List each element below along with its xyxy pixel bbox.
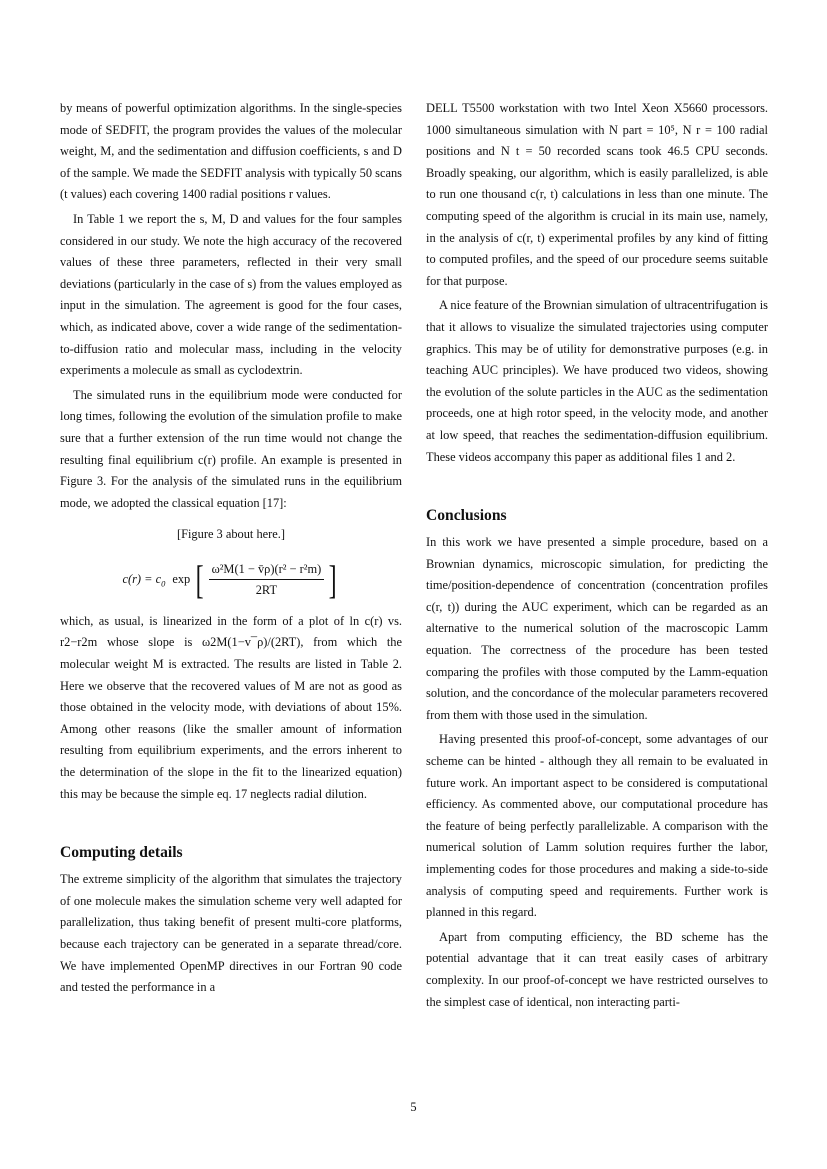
- heading-conclusions: Conclusions: [426, 507, 507, 525]
- equation-lhs: $c(r) = c_0$: [122, 572, 166, 589]
- heading-computing-details: Computing details: [60, 844, 183, 862]
- right-bracket: ]: [328, 556, 337, 602]
- paragraph-sedfit: by means of powerful optimization algorithms. In the single-species mode of SEDFIT, the program provides the values of the molecular weight, M, and the sedimentation and diffusion coefficients, s and D of the sample. We made the SEDFIT analysis with typically 50 scans (t values) each covering 1400 radial positions r values.: [60, 101, 402, 202]
- figure-3-placeholder: [Figure 3 about here.]: [176, 527, 286, 542]
- paragraph-workstation: DELL T5500 workstation with two Intel Xeon X5660 processors. 1000 simultaneous simulation with N part = 10⁵, N r = 100 radial positions and N t = 50 recorded scans took 46.5 CPU seconds. Broadly speaking, our algorithm, which is easily parallelized, is able to run one thousand c(r, t) calculations in less than one minute. The computing speed of the algorithm is crucial in its main use, namely, in the analysis of c(r, t) experimental profiles by any kind of fitting to computed profiles, and the speed of our procedure seems suitable for that purpose.: [426, 101, 768, 288]
- paragraph-equilibrium: The simulated runs in the equilibrium mode were conducted for long times, following the evolution of the simulation profile to make sure that a further extension of the run time would not change the resulting final equilibrium c(r) profile. An example is presented in Figure 3. For the analysis of the simulated runs in the equilibrium mode, we adopted the classical equation [17]:: [60, 387, 402, 510]
- left-bracket: [: [195, 556, 204, 602]
- equation-denominator: 2RT: [255, 583, 278, 598]
- paragraph-complexity: Apart from computing efficiency, the BD scheme has the potential advantage that it can treat easily cases of arbitrary complexity. In our proof-of-concept we have restricted ourselves to the simplest case of identical, non interacting parti-: [426, 929, 768, 1009]
- equation-fraction: [209, 561, 325, 598]
- equation-numerator: ω²M(1 − v̄ρ)(r² − r²m): [209, 561, 325, 580]
- paragraph-parallelization: The extreme simplicity of the algorithm that simulates the trajectory of one molecule makes the simulation scheme very well adapted for parallelization, thus taking benefit of present multi-core platforms, because each trajectory can be generated in a separate thread/core. We have implemented OpenMP directives in our Fortran 90 code and tested the performance in a: [60, 872, 402, 995]
- left-column: [60, 95, 402, 999]
- page-number: 5: [410, 1100, 417, 1114]
- paragraph-conclusions: In this work we have presented a simple procedure, based on a Brownian dynamics, microscopic simulation, for predicting the time/position-dependence of concentration (concentration profiles c(r, t)) during the AUC experiment, which can be regarded as an alternative to the numerical solution of the macroscopic Lamm equation. The correctness of the procedure has been tested comparing the profiles with those computed by the Lamm-equation solution, and the concordance of the molecular parameters recovered from them with those used in the simulation.: [426, 535, 768, 722]
- paragraph-linearized: which, as usual, is linearized in the form of a plot of ln c(r) vs. r2−r2m whose slope is ω2M(1−v¯ρ)/(2RT), from which the molecular weight M is extracted. The results are listed in Table 2. Here we observe that the recovered values of M are not as good as those obtained in the velocity mode, with deviations of about 15%. Among other reasons (like the smaller amount of information resulting from equilibrium experiments, and the errors inherent to the determination of the slope in the fit to the linearized equation) this may be because the simple eq. 17 neglects radial dilution.: [60, 613, 402, 801]
- right-column: [426, 95, 768, 1013]
- paragraph-visualization: A nice feature of the Brownian simulation of ultracentrifugation is that it allows to visualize the simulated trajectories using computer graphics. This may be of utility for demonstrative purposes (e.g. in teaching AUC principles). We have produced two videos, showing the evolution of the solute particles in the AUC as the sedimentation proceeds, one at high rotor speed, in the velocity mode, and another at low speed, that reaches the sedimentation-diffusion equilibrium. These videos accompany this paper as additional files 1 and 2.: [426, 298, 768, 464]
- paragraph-table1: In Table 1 we report the s, M, D and values for the four samples considered in our study. We note the high accuracy of the recovered values of these three parameters, reflected in their very small deviations (particularly in the case of s) from the values employed as input in the simulation. The agreement is good for the four cases, which, as indicated above, cover a wide range of the sedimentation-to-diffusion ratio and molecular mass, including in the velocity experiments a molecule as small as cyclodextrin.: [60, 211, 402, 378]
- equilibrium-equation: [60, 552, 402, 608]
- equation-exp: exp: [172, 572, 191, 587]
- paragraph-advantages: Having presented this proof-of-concept, some advantages of our scheme can be hinted - although they all remain to be evaluated in future work. An important aspect to be considered is computational efficiency. As commented above, our computational procedure has the feature of being perfectly parallelizable. A comparison with the numerical solution of Lamm solution requires further the labor, implementing codes for those procedures and making a side-to-side analysis of computing speed and requirements. Further work is planned in this regard.: [426, 732, 768, 920]
